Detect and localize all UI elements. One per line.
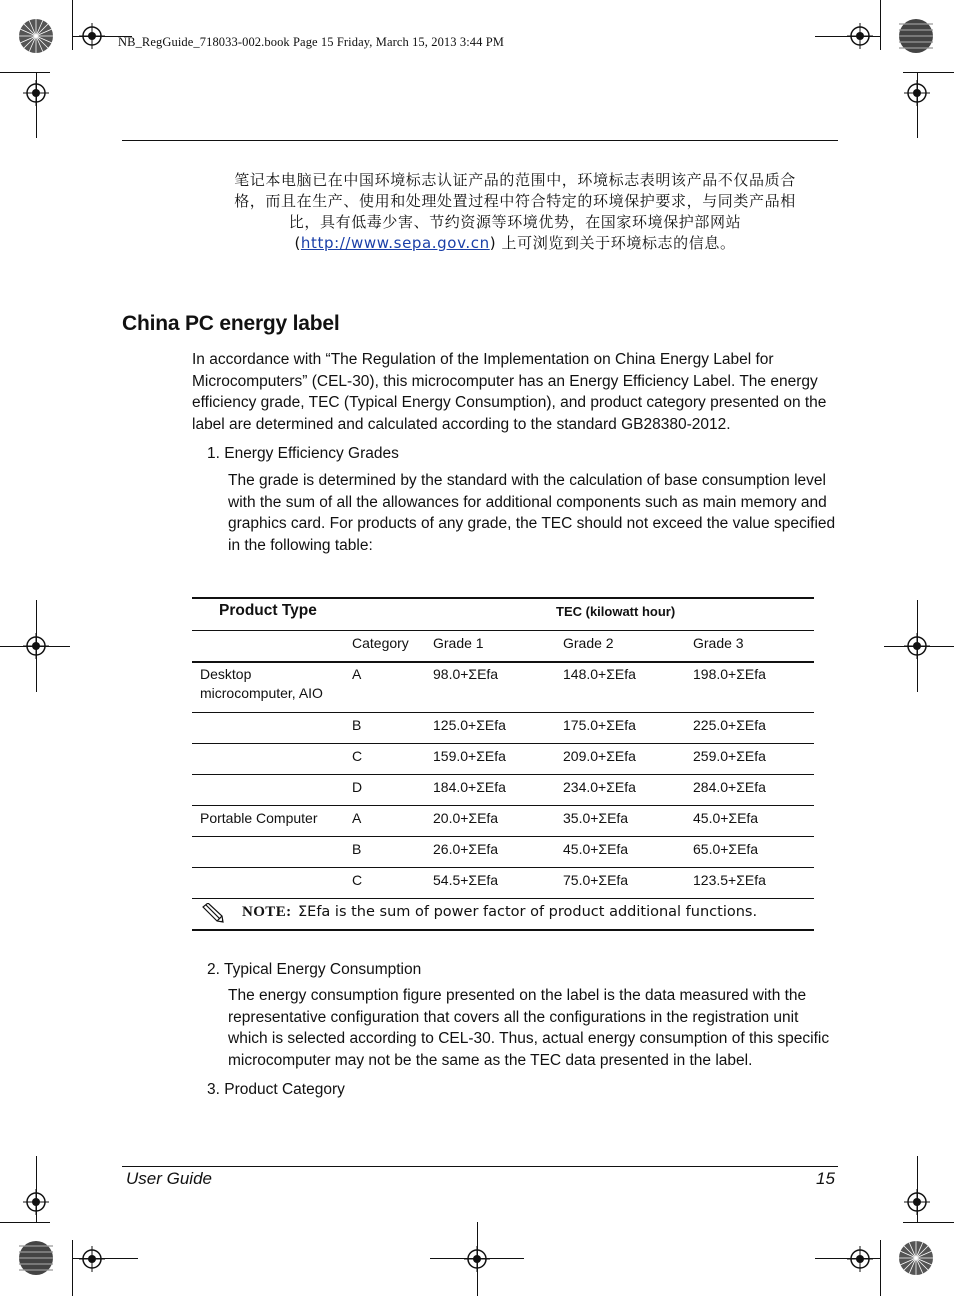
crop-mark [72,0,73,50]
registration-target-icon [904,633,930,659]
chinese-line-rest: ) 上可浏览到关于环境标志的信息。 [489,234,736,252]
list-item-label: 2. Typical Energy Consumption [207,961,422,978]
subheader-category: Category [352,635,409,651]
registration-target-icon [23,633,49,659]
footer-rule [122,1166,838,1167]
print-slug: NB_RegGuide_718033-002.book Page 15 Friday, March 15, 2013 3:44 PM [118,35,504,49]
crop-mark [0,1222,50,1223]
table-cell-product-type: Portable Computer [200,810,318,826]
table-cell-grade-1: 26.0+ΣEfa [433,841,499,857]
table-rule [192,774,814,775]
starburst-registration-icon [18,1240,54,1276]
note-text: ΣEfa is the sum of power factor of product additional functions. [298,904,758,920]
table-rule [192,743,814,744]
registration-target-icon [23,80,49,106]
table-cell-grade-3: 45.0+ΣEfa [693,810,759,826]
table-cell-category: A [352,666,362,682]
registration-target-icon [847,1246,873,1272]
table-rule [192,867,814,868]
registration-target-icon [847,23,873,49]
table-rule [192,630,814,631]
table-cell-grade-2: 35.0+ΣEfa [563,810,629,826]
page-number: 15 [816,1169,835,1188]
registration-target-icon [464,1246,490,1272]
table-rule [192,712,814,713]
footer-title: User Guide [126,1169,212,1188]
table-cell-grade-2: 148.0+ΣEfa [563,666,636,682]
registration-target-icon [904,80,930,106]
table-cell-category: A [352,810,362,826]
crop-mark [903,72,954,73]
crop-mark [0,72,50,73]
table-cell-grade-3: 65.0+ΣEfa [693,841,759,857]
table-cell-category: C [352,748,363,764]
table-rule [192,929,814,931]
note-label: NOTE: [242,904,292,920]
table-cell-grade-3: 225.0+ΣEfa [693,717,766,733]
crop-mark [880,1240,881,1296]
table-cell-product-type: Desktop microcomputer, AIO [200,666,323,701]
list-item-label: 3. Product Category [207,1081,345,1098]
table-cell-grade-3: 123.5+ΣEfa [693,872,766,888]
pencil-icon [200,903,232,925]
chinese-line-with-link [196,233,834,254]
header-tec: TEC (kilowatt hour) [556,604,676,619]
table-cell-grade-3: 284.0+ΣEfa [693,779,766,795]
list-item-text: The grade is determined by the standard with the calculation of base consumption level with the sum of all the allowances for additional components such as main memory and graphics card. For products of any grade, the TEC should not exceed the value specified in the following table: [228,472,836,554]
table-rule [192,805,814,806]
starburst-registration-icon [18,18,54,54]
crop-mark [72,1240,73,1296]
registration-target-icon [79,1246,105,1272]
table-cell-category: C [352,872,363,888]
table-cell-grade-1: 54.5+ΣEfa [433,872,499,888]
table-cell-category: D [352,779,363,795]
header-product-type: Product Type [219,602,317,619]
table-cell-grade-1: 184.0+ΣEfa [433,779,506,795]
subheader-grade-1: Grade 1 [433,635,484,651]
table-cell-grade-1: 98.0+ΣEfa [433,666,499,682]
starburst-registration-icon [898,1240,934,1276]
section-heading: China PC energy label [122,312,340,335]
subheader-grade-3: Grade 3 [693,635,744,651]
crop-mark [880,0,881,50]
chinese-environmental-label-text [196,170,834,254]
table-cell-grade-3: 198.0+ΣEfa [693,666,766,682]
table-rule [192,597,814,599]
list-item-label: 1. Energy Efficiency Grades [207,445,399,462]
table-cell-category: B [352,717,362,733]
header-rule [122,140,838,141]
chinese-line: 比，具有低毒少害、节约资源等环境优势，在国家环境保护部网站 [288,213,742,231]
table-cell-category: B [352,841,362,857]
table-note [192,899,814,929]
table-rule [192,836,814,837]
registration-target-icon [79,23,105,49]
table-cell-grade-1: 125.0+ΣEfa [433,717,506,733]
table-cell-grade-1: 20.0+ΣEfa [433,810,499,826]
table-cell-grade-2: 234.0+ΣEfa [563,779,636,795]
intro-paragraph: In accordance with “The Regulation of the Implementation on China Energy Label for Microcomputers” (CEL-30), this microcomputer has an Energy Efficiency Label. The energy efficiency grade, TEC (Typical Energy Consumption), and product category presented on the label are determined and calculated according to the standard GB28380-2012. [192,351,827,433]
table-cell-grade-2: 175.0+ΣEfa [563,717,636,733]
subheader-grade-2: Grade 2 [563,635,614,651]
list-item-text: The energy consumption figure presented on the label is the data measured with the representative configuration that covers all the configurations in the registration unit which is selected according to CEL-30. Thus, actual energy consumption of this specific microcomputer may not be the same as the TEC data presented in the label. [228,987,830,1069]
table-rule [192,661,814,663]
table-cell-grade-3: 259.0+ΣEfa [693,748,766,764]
table-cell-grade-2: 45.0+ΣEfa [563,841,629,857]
table-cell-grade-2: 75.0+ΣEfa [563,872,629,888]
crop-mark [903,1222,954,1223]
sepa-website-link[interactable]: http://www.sepa.gov.cn [300,234,490,252]
table-cell-grade-2: 209.0+ΣEfa [563,748,636,764]
chinese-line: 格，而且在生产、使用和处理处置过程中符合特定的环境保护要求，与同类产品相 [234,192,796,210]
registration-target-icon [904,1189,930,1215]
registration-target-icon [23,1189,49,1215]
table-cell-grade-1: 159.0+ΣEfa [433,748,506,764]
chinese-line: 笔记本电脑已在中国环境标志认证产品的范围中，环境标志表明该产品不仅品质合 [234,171,796,189]
paren-open: ( [294,234,301,252]
starburst-registration-icon [898,18,934,54]
